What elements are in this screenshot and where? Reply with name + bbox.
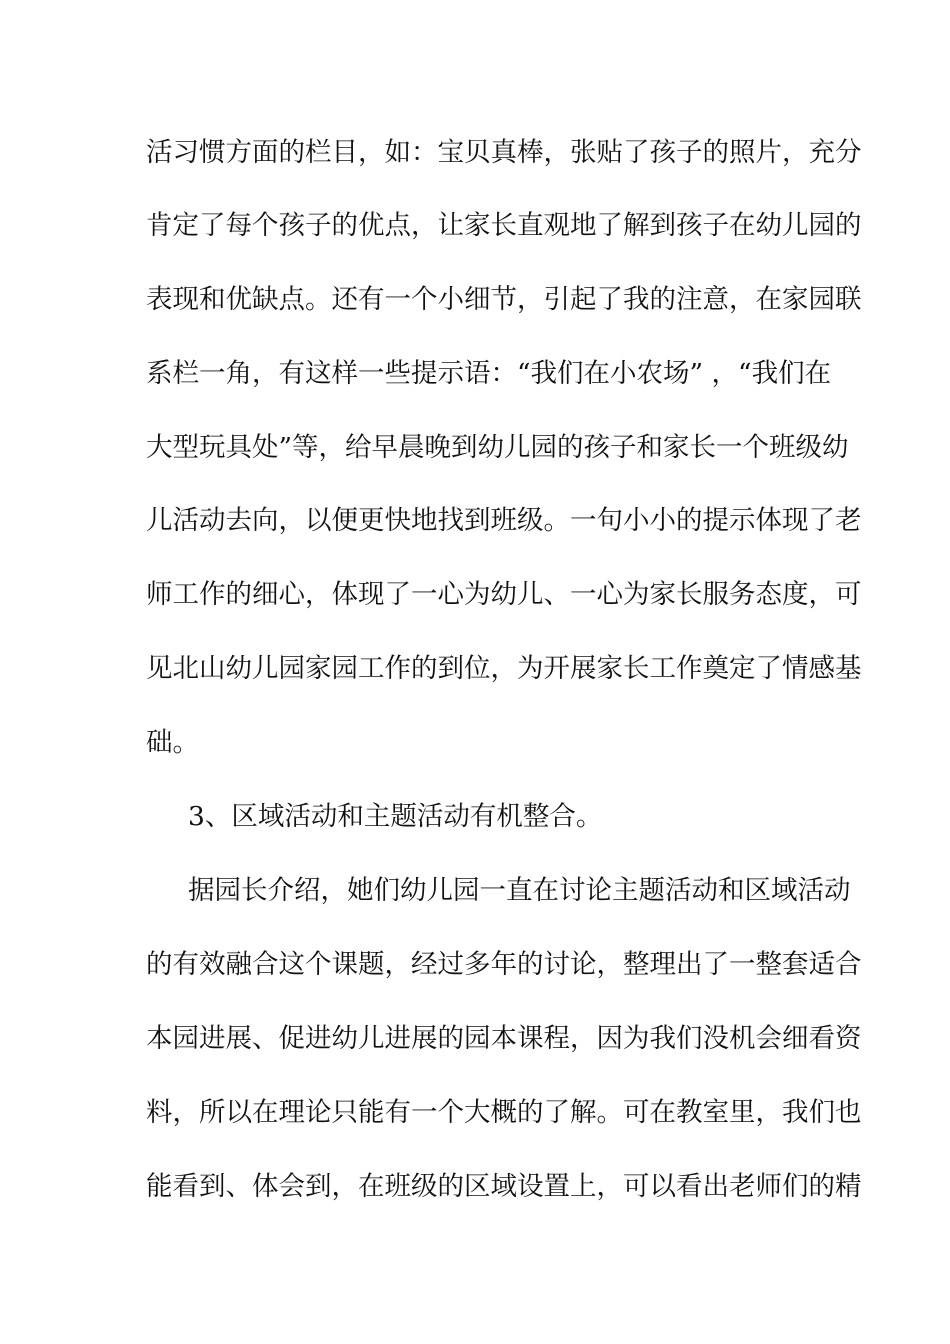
paragraph-last-line: 础。: [146, 727, 199, 758]
paragraph-line: 本园进展、促进幼儿进展的园本课程，因为我们没机会细看资: [146, 1023, 862, 1054]
paragraph-line: 料，所以在理论只能有一个大概的了解。可在教室里，我们也: [146, 1097, 862, 1128]
paragraph-first-line: 据园长介绍，她们幼儿园一直在讨论主题活动和区域活动: [188, 875, 851, 906]
paragraph-line: 儿活动去向，以便更快地找到班级。一句小小的提示体现了老: [146, 505, 862, 536]
paragraph-line: 大型玩具处”等，给早晨晚到幼儿园的孩子和家长一个班级幼: [146, 432, 849, 463]
paragraph-line: 能看到、体会到，在班级的区域设置上，可以看出老师们的精: [146, 1171, 862, 1202]
paragraph-line: 的有效融合这个课题，经过多年的讨论，整理出了一整套适合: [146, 949, 862, 980]
paragraph-line: 见北山幼儿园家园工作的到位，为开展家长工作奠定了情感基: [146, 653, 862, 684]
paragraph-line: 肯定了每个孩子的优点，让家长直观地了解到孩子在幼儿园的: [146, 210, 862, 241]
paragraph-line: 活习惯方面的栏目，如：宝贝真棒，张贴了孩子的照片，充分: [146, 137, 862, 168]
paragraph-line: 师工作的细心，体现了一心为幼儿、一心为家长服务态度，可: [146, 579, 862, 610]
section-heading: 3、区域活动和主题活动有机整合。: [188, 801, 603, 832]
paragraph-line: 表现和优缺点。还有一个小细节，引起了我的注意，在家园联: [146, 284, 862, 315]
paragraph-line: 系栏一角，有这样一些提示语：“我们在小农场” ，“我们在: [146, 358, 832, 389]
